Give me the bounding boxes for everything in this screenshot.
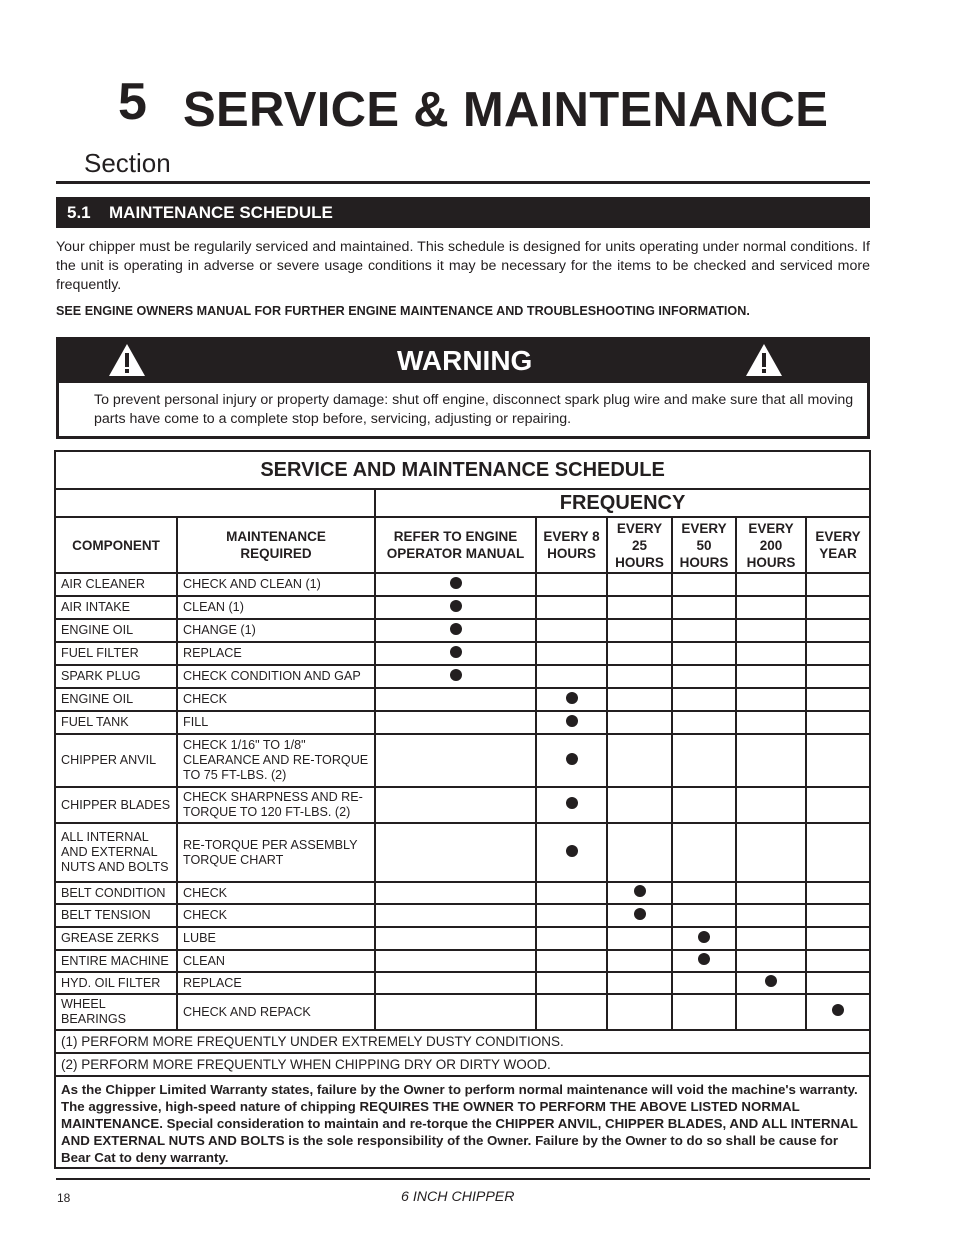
frequency-cell: [736, 994, 806, 1030]
frequency-cell: [607, 950, 672, 972]
frequency-cell: [806, 642, 870, 665]
component-cell: CHIPPER ANVIL: [55, 734, 177, 787]
schedule-row: [55, 950, 870, 972]
frequency-cell: [607, 573, 672, 596]
frequency-cell: [806, 665, 870, 688]
frequency-cell: [736, 787, 806, 823]
warning-box: [56, 337, 870, 439]
frequency-cell: [736, 642, 806, 665]
frequency-cell: [536, 665, 607, 688]
component-cell: AIR CLEANER: [55, 573, 177, 596]
frequency-cell: [736, 972, 806, 994]
frequency-cell: [607, 787, 672, 823]
schedule-row: [55, 823, 870, 882]
frequency-cell: [536, 787, 607, 823]
frequency-cell: [607, 596, 672, 619]
frequency-cell: [672, 573, 736, 596]
frequency-cell: [806, 994, 870, 1030]
frequency-cell: [806, 711, 870, 734]
frequency-cell: [536, 688, 607, 711]
frequency-dot-icon: [698, 953, 710, 965]
frequency-cell: [672, 904, 736, 927]
frequency-dot-icon: [450, 623, 462, 635]
frequency-cell: [672, 711, 736, 734]
frequency-cell: [536, 711, 607, 734]
frequency-cell: [375, 688, 536, 711]
frequency-cell: [806, 972, 870, 994]
frequency-cell: [806, 787, 870, 823]
frequency-cell: [536, 927, 607, 950]
maintenance-cell: CHANGE (1): [177, 619, 375, 642]
frequency-cell: [536, 596, 607, 619]
frequency-cell: [375, 573, 536, 596]
frequency-dot-icon: [832, 1004, 844, 1016]
frequency-cell: [375, 823, 536, 882]
component-cell: ALL INTERNAL AND EXTERNAL NUTS AND BOLTS: [55, 823, 177, 882]
schedule-row: [55, 927, 870, 950]
frequency-cell: [806, 904, 870, 927]
frequency-cell: [672, 972, 736, 994]
frequency-cell: [375, 665, 536, 688]
maintenance-schedule-table: [54, 450, 871, 1169]
frequency-cell: [806, 734, 870, 787]
frequency-dot-icon: [634, 885, 646, 897]
column-header-freq: EVERY 50 HOURS: [672, 517, 736, 573]
component-cell: HYD. OIL FILTER: [55, 972, 177, 994]
component-cell: FUEL TANK: [55, 711, 177, 734]
frequency-cell: [672, 642, 736, 665]
column-header-row: [55, 517, 870, 573]
frequency-cell: [672, 994, 736, 1030]
schedule-row: [55, 642, 870, 665]
maintenance-cell: LUBE: [177, 927, 375, 950]
frequency-cell: [736, 665, 806, 688]
frequency-cell: [672, 734, 736, 787]
frequency-cell: [536, 642, 607, 665]
frequency-heading: FREQUENCY: [375, 489, 870, 517]
maintenance-cell: CHECK 1/16" TO 1/8" CLEARANCE AND RE-TORQUE TO 75 FT-LBS. (2): [177, 734, 375, 787]
component-cell: SPARK PLUG: [55, 665, 177, 688]
frequency-cell: [375, 904, 536, 927]
engine-manual-note: SEE ENGINE OWNERS MANUAL FOR FURTHER ENGINE MAINTENANCE AND TROUBLESHOOTING INFORMATION.: [56, 304, 750, 318]
frequency-cell: [672, 882, 736, 904]
frequency-cell: [607, 688, 672, 711]
frequency-cell: [536, 950, 607, 972]
frequency-cell: [536, 573, 607, 596]
frequency-cell: [736, 882, 806, 904]
column-header-freq: EVERY 200 HOURS: [736, 517, 806, 573]
frequency-cell: [736, 823, 806, 882]
warning-header: [59, 340, 867, 383]
frequency-cell: [536, 994, 607, 1030]
frequency-cell: [536, 972, 607, 994]
component-cell: CHIPPER BLADES: [55, 787, 177, 823]
frequency-dot-icon: [450, 577, 462, 589]
schedule-row: [55, 596, 870, 619]
frequency-cell: [375, 950, 536, 972]
frequency-cell: [806, 619, 870, 642]
frequency-dot-icon: [634, 908, 646, 920]
frequency-cell: [607, 734, 672, 787]
column-header-component: COMPONENT: [55, 517, 177, 573]
frequency-cell: [375, 619, 536, 642]
footnote: (2) PERFORM MORE FREQUENTLY WHEN CHIPPING DRY OR DIRTY WOOD.: [55, 1053, 870, 1076]
frequency-cell: [806, 950, 870, 972]
maintenance-cell: CLEAN (1): [177, 596, 375, 619]
column-header-freq: EVERY 25 HOURS: [607, 517, 672, 573]
frequency-dot-icon: [698, 931, 710, 943]
column-header-freq: REFER TO ENGINE OPERATOR MANUAL: [375, 517, 536, 573]
frequency-cell: [806, 882, 870, 904]
maintenance-cell: FILL: [177, 711, 375, 734]
schedule-row: [55, 665, 870, 688]
frequency-dot-icon: [566, 753, 578, 765]
frequency-cell: [607, 823, 672, 882]
schedule-row: [55, 994, 870, 1030]
schedule-row: [55, 711, 870, 734]
chapter-subtitle: Section: [84, 148, 171, 178]
component-cell: FUEL FILTER: [55, 642, 177, 665]
warranty-note: As the Chipper Limited Warranty states, failure by the Owner to perform normal maintenance will void the machine's warranty. The aggressive, high-speed nature of chipping REQUIRES THE OWNER TO PERFORM THE ABOVE LISTED NORMAL MAINTENANCE. Special consideration to maintain and re-torque the CHIPPER ANVIL, CHIPPER BLADES, AND ALL INTERNAL AND EXTERNAL NUTS AND BOLTS is the sole responsibility of the Owner. Failure by the Owner to do so shall be cause for Bear Cat to deny warranty.: [55, 1076, 870, 1168]
chapter-number: 5: [118, 73, 147, 131]
column-header-freq: EVERY YEAR: [806, 517, 870, 573]
frequency-cell: [806, 688, 870, 711]
component-cell: BELT TENSION: [55, 904, 177, 927]
frequency-cell: [672, 950, 736, 972]
frequency-cell: [375, 642, 536, 665]
frequency-cell: [607, 619, 672, 642]
frequency-dot-icon: [566, 692, 578, 704]
frequency-dot-icon: [450, 646, 462, 658]
warning-triangle-icon: [108, 343, 146, 377]
frequency-spacer: [55, 489, 375, 517]
schedule-body: [55, 573, 870, 1030]
maintenance-cell: CHECK AND REPACK: [177, 994, 375, 1030]
frequency-cell: [736, 596, 806, 619]
frequency-cell: [536, 904, 607, 927]
schedule-row: [55, 882, 870, 904]
frequency-cell: [806, 573, 870, 596]
frequency-cell: [607, 642, 672, 665]
frequency-cell: [736, 619, 806, 642]
frequency-cell: [672, 927, 736, 950]
page-number: 18: [57, 1191, 71, 1205]
frequency-cell: [806, 596, 870, 619]
frequency-dot-icon: [566, 715, 578, 727]
schedule-row: [55, 787, 870, 823]
frequency-dot-icon: [566, 797, 578, 809]
footnote: (1) PERFORM MORE FREQUENTLY UNDER EXTREMELY DUSTY CONDITIONS.: [55, 1030, 870, 1053]
maintenance-cell: CLEAN: [177, 950, 375, 972]
frequency-dot-icon: [765, 975, 777, 987]
frequency-cell: [672, 665, 736, 688]
frequency-cell: [736, 711, 806, 734]
frequency-cell: [375, 734, 536, 787]
frequency-cell: [375, 994, 536, 1030]
schedule-row: [55, 688, 870, 711]
frequency-cell: [736, 573, 806, 596]
schedule-row: [55, 734, 870, 787]
frequency-cell: [607, 994, 672, 1030]
frequency-cell: [375, 787, 536, 823]
component-cell: BELT CONDITION: [55, 882, 177, 904]
frequency-cell: [736, 688, 806, 711]
footer-rule: [56, 1178, 870, 1180]
footer-title: 6 INCH CHIPPER: [401, 1189, 515, 1205]
warning-title: WARNING: [397, 345, 533, 376]
schedule-row: [55, 619, 870, 642]
column-header-freq: EVERY 8 HOURS: [536, 517, 607, 573]
frequency-cell: [536, 823, 607, 882]
frequency-dot-icon: [450, 669, 462, 681]
maintenance-cell: CHECK: [177, 882, 375, 904]
maintenance-cell: CHECK CONDITION AND GAP: [177, 665, 375, 688]
schedule-row: [55, 573, 870, 596]
maintenance-cell: CHECK: [177, 688, 375, 711]
maintenance-cell: REPLACE: [177, 642, 375, 665]
component-cell: AIR INTAKE: [55, 596, 177, 619]
schedule-title: SERVICE AND MAINTENANCE SCHEDULE: [55, 451, 870, 489]
frequency-cell: [607, 711, 672, 734]
intro-paragraph: Your chipper must be regularily serviced and maintained. This schedule is designed for units operating under normal conditions. If the unit is operating in adverse or severe usage conditions it may be necessary for the items to be checked and serviced more frequently.: [56, 239, 870, 293]
frequency-cell: [607, 665, 672, 688]
maintenance-cell: RE-TORQUE PER ASSEMBLY TORQUE CHART: [177, 823, 375, 882]
frequency-cell: [806, 823, 870, 882]
frequency-cell: [672, 787, 736, 823]
frequency-cell: [736, 734, 806, 787]
maintenance-cell: CHECK SHARPNESS AND RE-TORQUE TO 120 FT-LBS. (2): [177, 787, 375, 823]
column-header-maintenance: MAINTENANCE REQUIRED: [177, 517, 375, 573]
frequency-cell: [536, 734, 607, 787]
frequency-cell: [536, 882, 607, 904]
chapter-title: SERVICE & MAINTENANCE: [183, 83, 829, 137]
frequency-cell: [736, 950, 806, 972]
frequency-cell: [375, 972, 536, 994]
frequency-cell: [375, 927, 536, 950]
header-rule: [56, 181, 870, 184]
frequency-cell: [607, 927, 672, 950]
warning-text: To prevent personal injury or property damage: shut off engine, disconnect spark plug wire and make sure that all moving parts have come to a complete stop before, servicing, adjusting or repairing.: [94, 392, 854, 427]
maintenance-cell: CHECK: [177, 904, 375, 927]
component-cell: WHEEL BEARINGS: [55, 994, 177, 1030]
maintenance-cell: REPLACE: [177, 972, 375, 994]
frequency-cell: [806, 927, 870, 950]
frequency-cell: [375, 882, 536, 904]
component-cell: ENGINE OIL: [55, 619, 177, 642]
frequency-cell: [672, 688, 736, 711]
frequency-cell: [607, 972, 672, 994]
frequency-cell: [607, 882, 672, 904]
warning-triangle-icon: [745, 343, 783, 377]
schedule-row: [55, 904, 870, 927]
frequency-cell: [736, 904, 806, 927]
section-title: MAINTENANCE SCHEDULE: [109, 203, 333, 222]
frequency-cell: [672, 619, 736, 642]
frequency-cell: [375, 711, 536, 734]
frequency-cell: [536, 619, 607, 642]
schedule-row: [55, 972, 870, 994]
maintenance-cell: CHECK AND CLEAN (1): [177, 573, 375, 596]
frequency-cell: [672, 596, 736, 619]
frequency-cell: [672, 823, 736, 882]
component-cell: GREASE ZERKS: [55, 927, 177, 950]
frequency-dot-icon: [450, 600, 462, 612]
component-cell: ENTIRE MACHINE: [55, 950, 177, 972]
section-number: 5.1: [67, 203, 91, 222]
frequency-cell: [375, 596, 536, 619]
frequency-dot-icon: [566, 845, 578, 857]
frequency-cell: [736, 927, 806, 950]
frequency-cell: [607, 904, 672, 927]
component-cell: ENGINE OIL: [55, 688, 177, 711]
section-heading-bar: [56, 197, 870, 228]
